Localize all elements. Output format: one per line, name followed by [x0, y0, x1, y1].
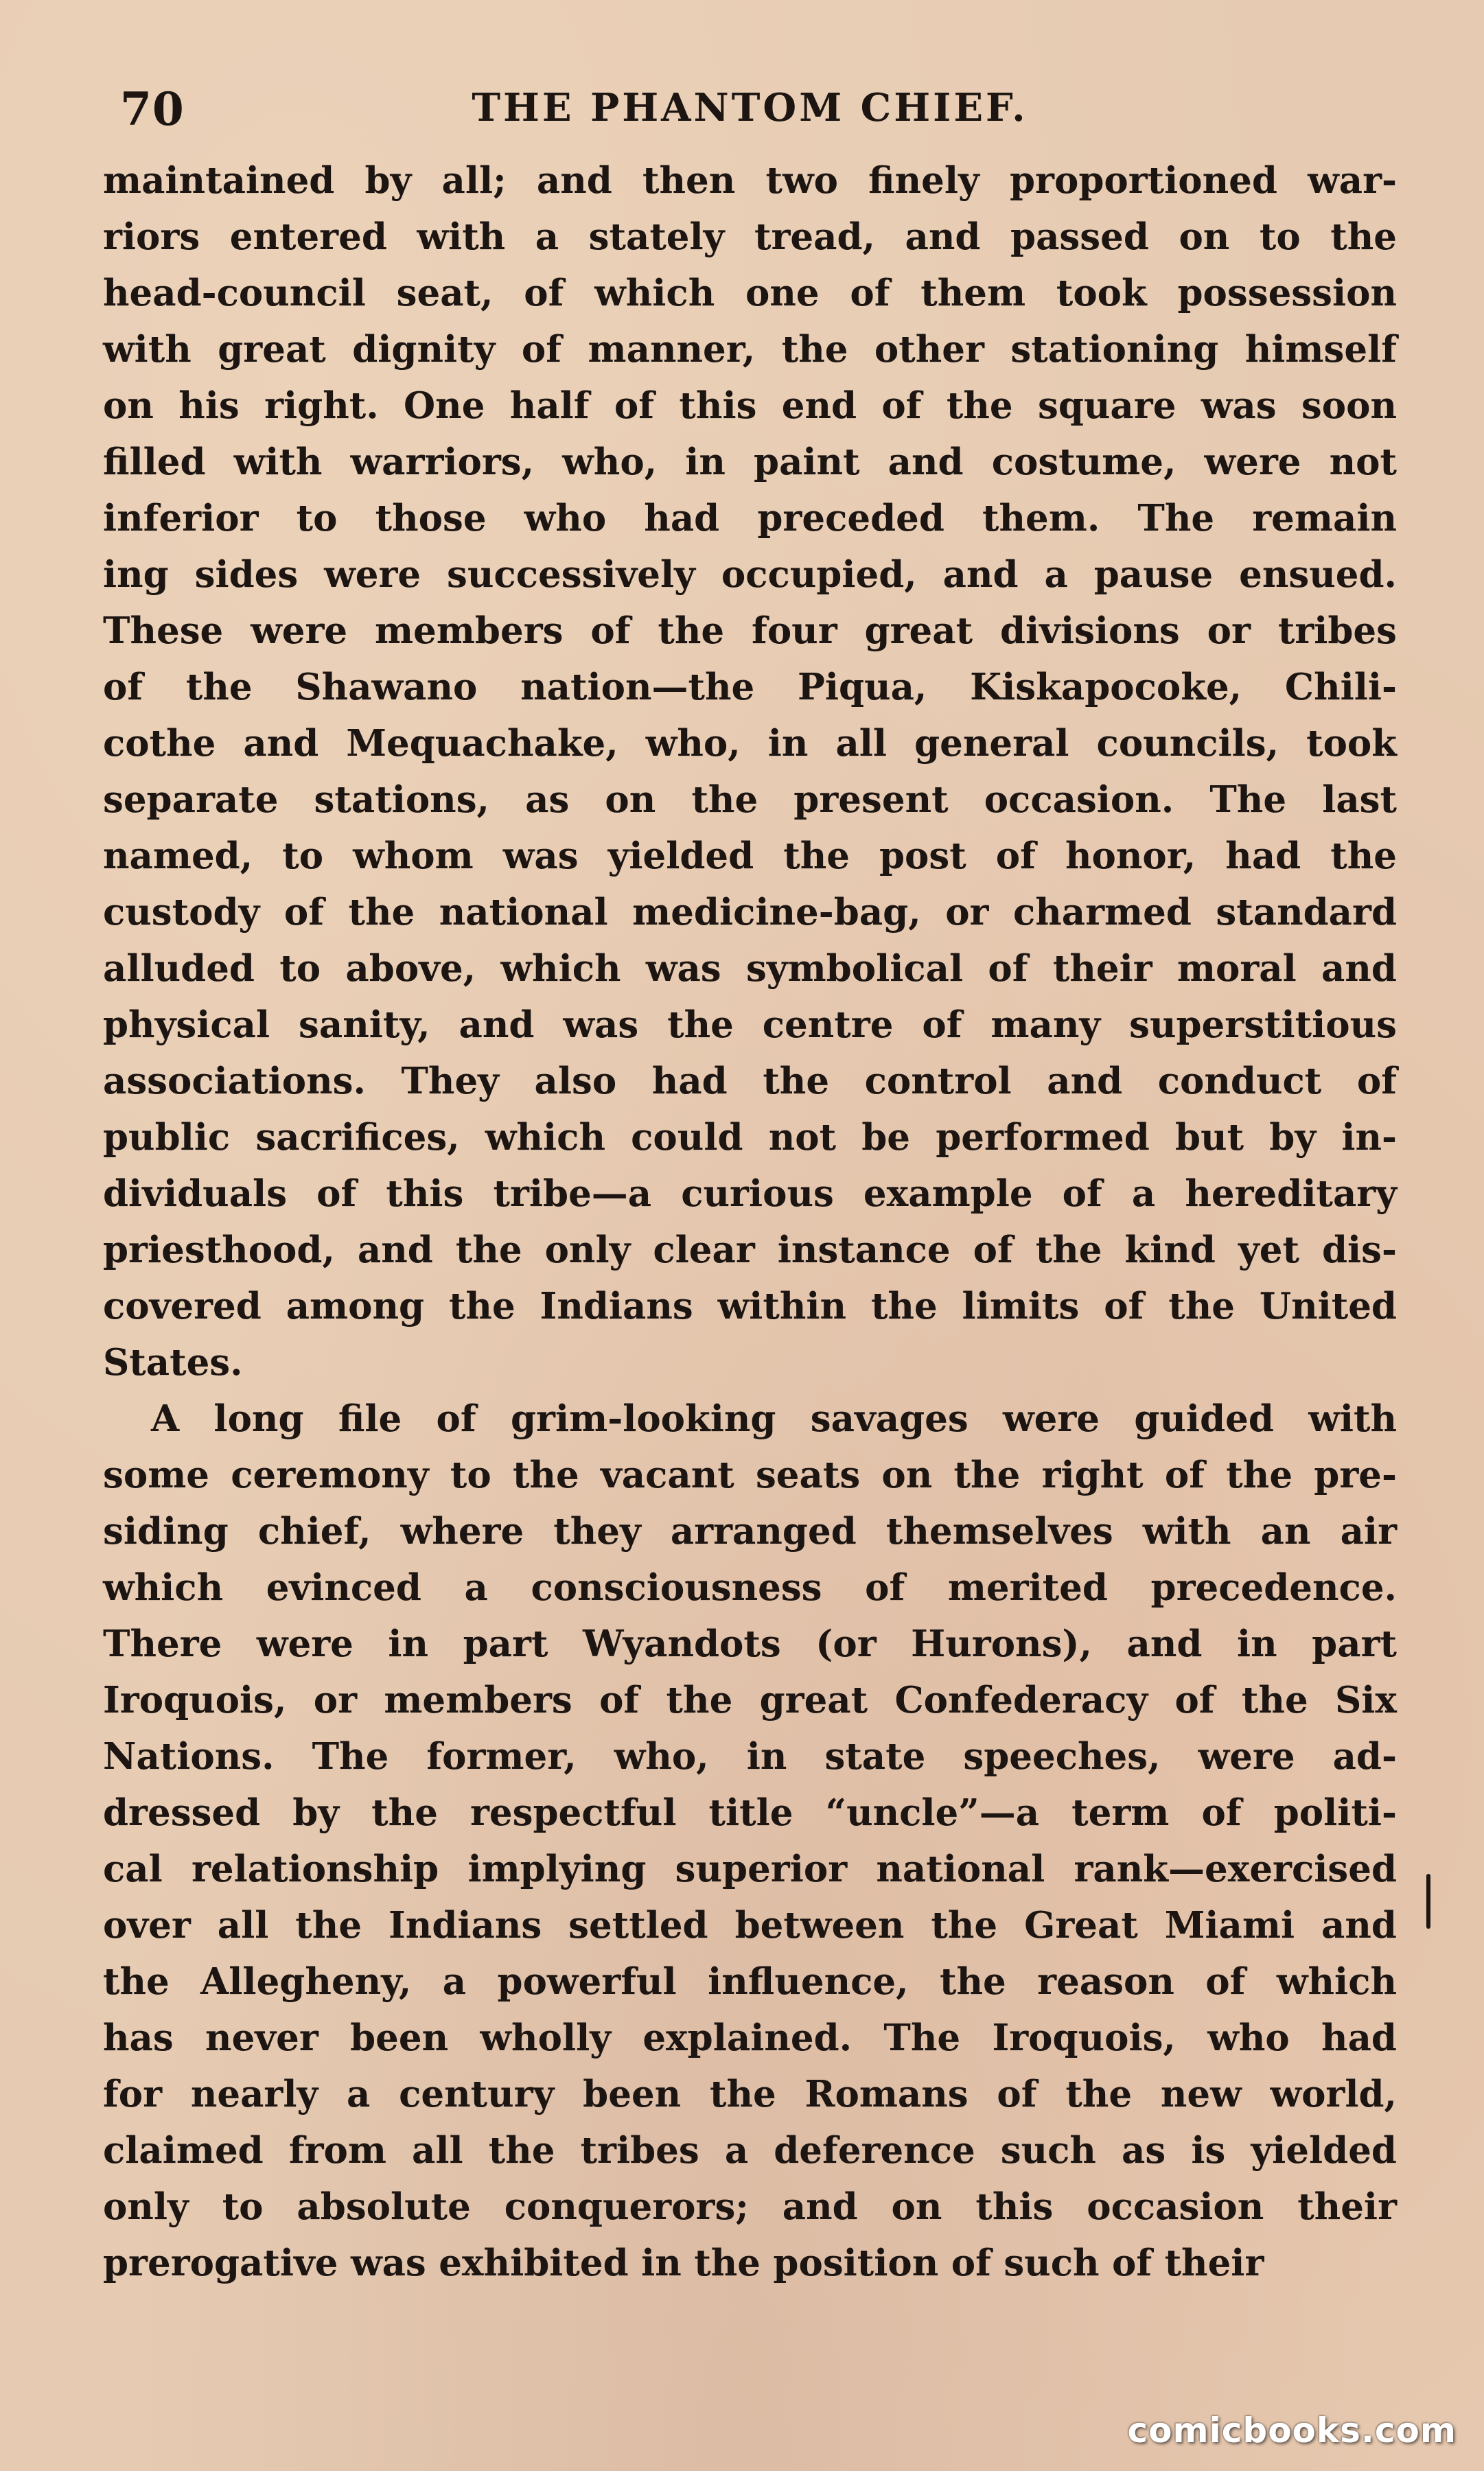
- text-line: There were in part Wyandots (or Hurons), and in part: [103, 1623, 1397, 1665]
- text-line: which evinced a consciousness of merited precedence.: [103, 1566, 1397, 1609]
- text-line: inferior to those who had preceded them. The remain: [103, 497, 1397, 540]
- watermark-text: comicbooks.com: [1127, 2411, 1457, 2450]
- text-line: on his right. One half of this end of the square was soon: [103, 384, 1397, 427]
- margin-mark: [1426, 1874, 1430, 1929]
- text-line: States.: [103, 1341, 243, 1384]
- text-line: These were members of the four great divisions or tribes: [103, 610, 1397, 652]
- text-line: prerogative was exhibited in the position of such of their: [103, 2242, 1264, 2284]
- text-line: has never been wholly explained. The Iroquois, who had: [103, 2017, 1397, 2059]
- text-line: the Allegheny, a powerful influence, the reason of which: [103, 1960, 1397, 2003]
- text-line: siding chief, where they arranged themselves with an air: [103, 1510, 1397, 1553]
- body-text: [103, 152, 1397, 2291]
- text-line: cal relationship implying superior national rank—exercised: [103, 1848, 1397, 1890]
- running-title: THE PHANTOM CHIEF.: [472, 85, 1028, 130]
- page-header: [103, 76, 1397, 152]
- text-line: Nations. The former, who, in state speeches, were ad-: [103, 1735, 1397, 1778]
- text-line: ing sides were successively occupied, and a pause ensued.: [103, 553, 1397, 596]
- text-line: only to absolute conquerors; and on this occasion their: [103, 2185, 1397, 2228]
- text-line: dividuals of this tribe—a curious example of a hereditary: [103, 1172, 1397, 1215]
- text-line: dressed by the respectful title “uncle”—a term of politi-: [103, 1791, 1397, 1834]
- text-line: claimed from all the tribes a deference such as is yielded: [103, 2129, 1397, 2172]
- text-line: of the Shawano nation—the Piqua, Kiskapocoke, Chili-: [103, 666, 1397, 708]
- page-number: 70: [120, 82, 185, 136]
- text-line: A long file of grim-looking savages were guided with: [151, 1397, 1397, 1440]
- text-line: custody of the national medicine-bag, or charmed standard: [103, 891, 1397, 933]
- text-line: head-council seat, of which one of them took possession: [103, 272, 1397, 314]
- text-line: riors entered with a stately tread, and passed on to the: [103, 216, 1397, 258]
- text-line: Iroquois, or members of the great Confederacy of the Six: [103, 1679, 1397, 1721]
- book-page: [103, 76, 1397, 2291]
- paragraph-2: [103, 1391, 1397, 2291]
- text-line: named, to whom was yielded the post of honor, had the: [103, 835, 1397, 877]
- text-line: alluded to above, which was symbolical of their moral and: [103, 947, 1397, 990]
- text-line: some ceremony to the vacant seats on the right of the pre-: [103, 1454, 1397, 1496]
- text-line: covered among the Indians within the limits of the United: [103, 1285, 1397, 1327]
- text-line: filled with warriors, who, in paint and costume, were not: [103, 441, 1397, 483]
- paragraph-1: [103, 152, 1397, 1391]
- text-line: for nearly a century been the Romans of the new world,: [103, 2073, 1397, 2115]
- text-line: with great dignity of manner, the other stationing himself: [103, 328, 1397, 371]
- text-line: associations. They also had the control and conduct of: [103, 1060, 1397, 1102]
- text-line: separate stations, as on the present occasion. The last: [103, 778, 1397, 821]
- text-line: cothe and Mequachake, who, in all general councils, took: [103, 722, 1397, 765]
- text-line: over all the Indians settled between the Great Miami and: [103, 1904, 1397, 1947]
- text-line: physical sanity, and was the centre of many superstitious: [103, 1004, 1397, 1046]
- text-line: priesthood, and the only clear instance of the kind yet dis-: [103, 1229, 1397, 1271]
- text-line: public sacrifices, which could not be performed but by in-: [103, 1116, 1397, 1159]
- text-line: maintained by all; and then two finely proportioned war-: [103, 159, 1397, 202]
